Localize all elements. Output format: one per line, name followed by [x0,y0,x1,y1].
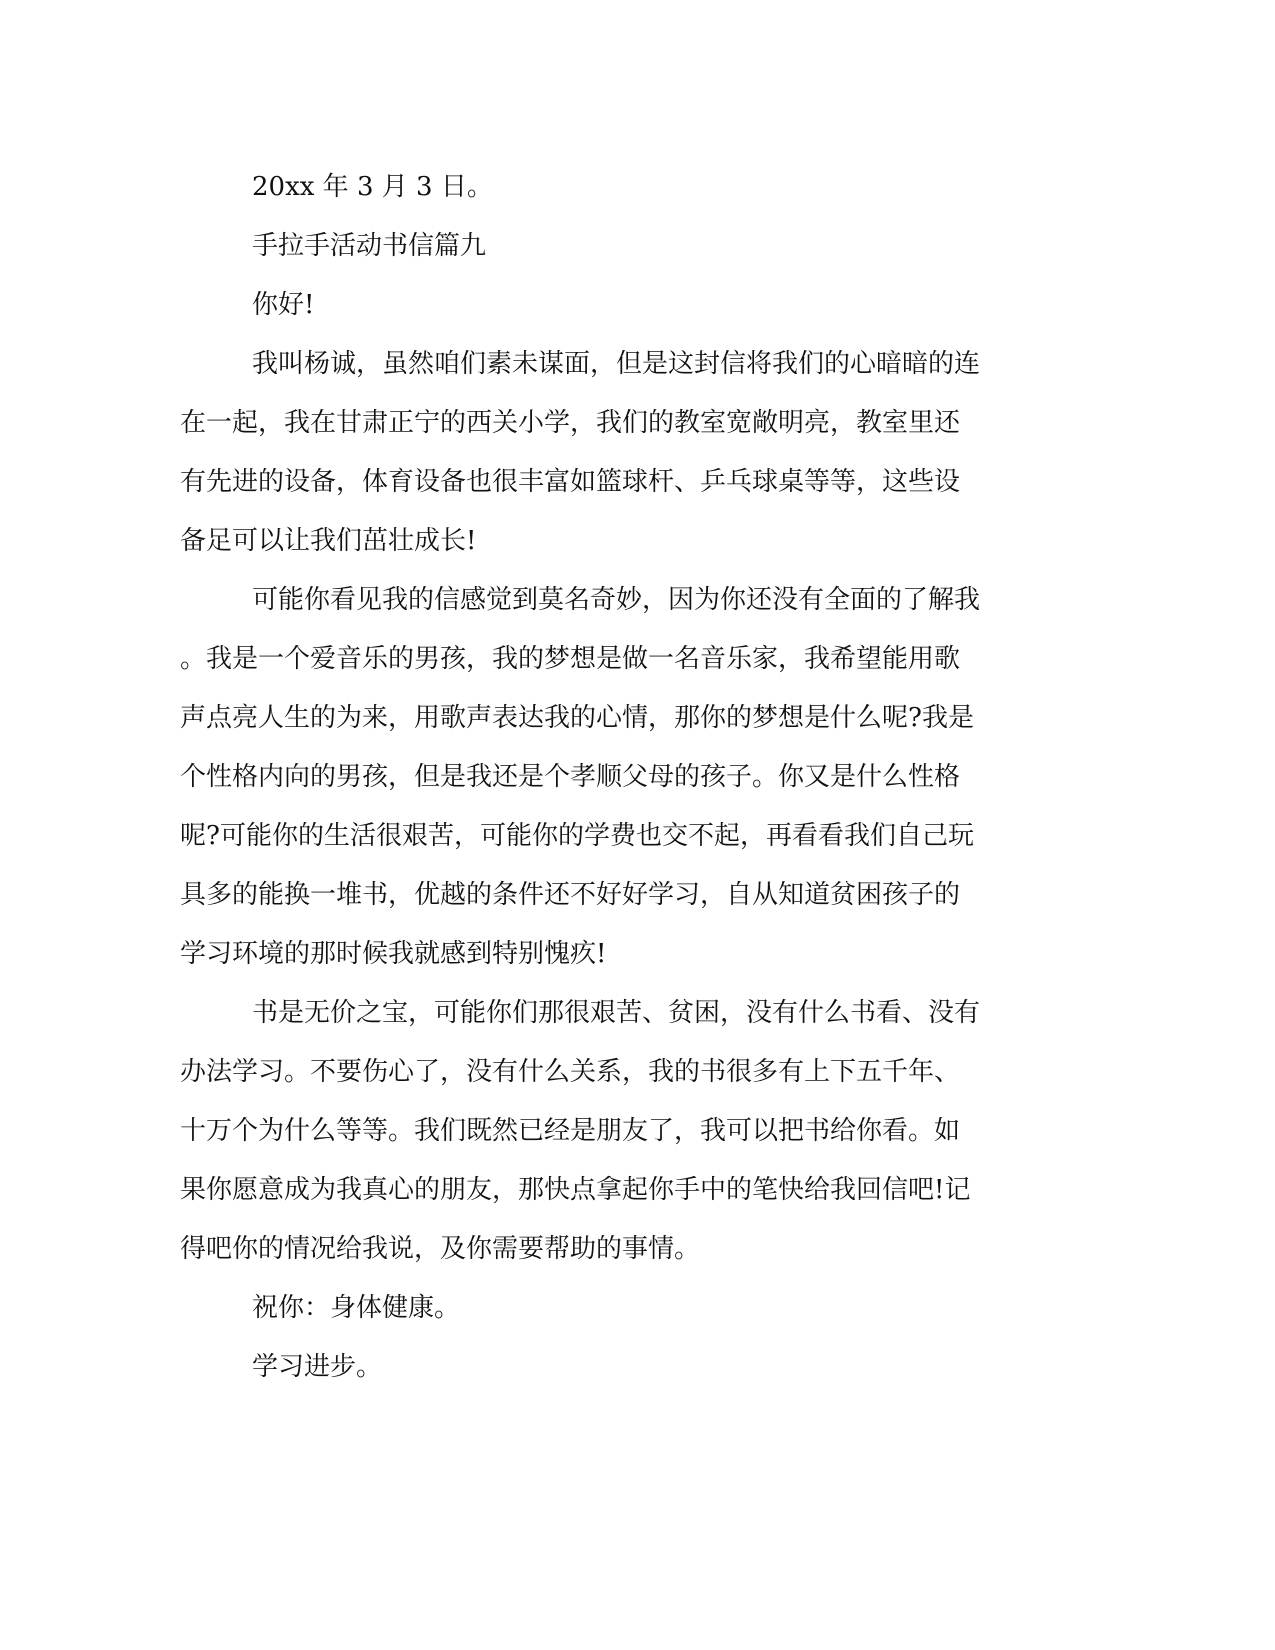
paragraph-line: 我叫杨诚，虽然咱们素未谋面，但是这封信将我们的心暗暗的连 [252,349,981,379]
letter-title: 手拉手活动书信篇九 [252,231,487,261]
paragraph-line: 在一起，我在甘肃正宁的西关小学，我们的教室宽敞明亮，教室里还 [180,408,961,438]
paragraph-line: 得吧你的情况给我说，及你需要帮助的事情。 [180,1234,701,1264]
paragraph-line: 书是无价之宝，可能你们那很艰苦、贫困，没有什么书看、没有 [252,998,981,1028]
paragraph-line: 声点亮人生的为来，用歌声表达我的心情，那你的梦想是什么呢?我是 [180,703,974,733]
closing-wish-2: 学习进步。 [252,1352,383,1382]
paragraph-line: 十万个为什么等等。我们既然已经是朋友了，我可以把书给你看。如 [180,1116,961,1146]
paragraph-1 [180,335,1030,571]
closing-wish: 祝你：身体健康。 [252,1293,461,1323]
paragraph-line: 有先进的设备，体育设备也很丰富如篮球杆、乒乓球桌等等，这些设 [180,467,961,497]
paragraph-3 [180,984,1030,1279]
paragraph-line: 备足可以让我们茁壮成长! [180,526,477,556]
date-line: 20xx 年 3 月 3 日。 [252,172,493,202]
paragraph-line: 个性格内向的男孩，但是我还是个孝顺父母的孩子。你又是什么性格 [180,762,961,792]
paragraph-line: 果你愿意成为我真心的朋友，那快点拿起你手中的笔快给我回信吧!记 [180,1175,971,1205]
paragraph-line: 。我是一个爱音乐的男孩，我的梦想是做一名音乐家，我希望能用歌 [180,644,961,674]
paragraph-line: 可能你看见我的信感觉到莫名奇妙，因为你还没有全面的了解我 [252,585,981,615]
paragraph-line: 呢?可能你的生活很艰苦，可能你的学费也交不起，再看看我们自己玩 [180,821,974,851]
paragraph-line: 具多的能换一堆书，优越的条件还不好好学习，自从知道贫困孩子的 [180,880,961,910]
paragraph-2 [180,571,1030,984]
letter-body [180,158,1030,1397]
paragraph-line: 办法学习。不要伤心了，没有什么关系，我的书很多有上下五千年、 [180,1057,961,1087]
paragraph-line: 学习环境的那时候我就感到特别愧疚! [180,939,607,969]
greeting: 你好! [252,290,315,320]
